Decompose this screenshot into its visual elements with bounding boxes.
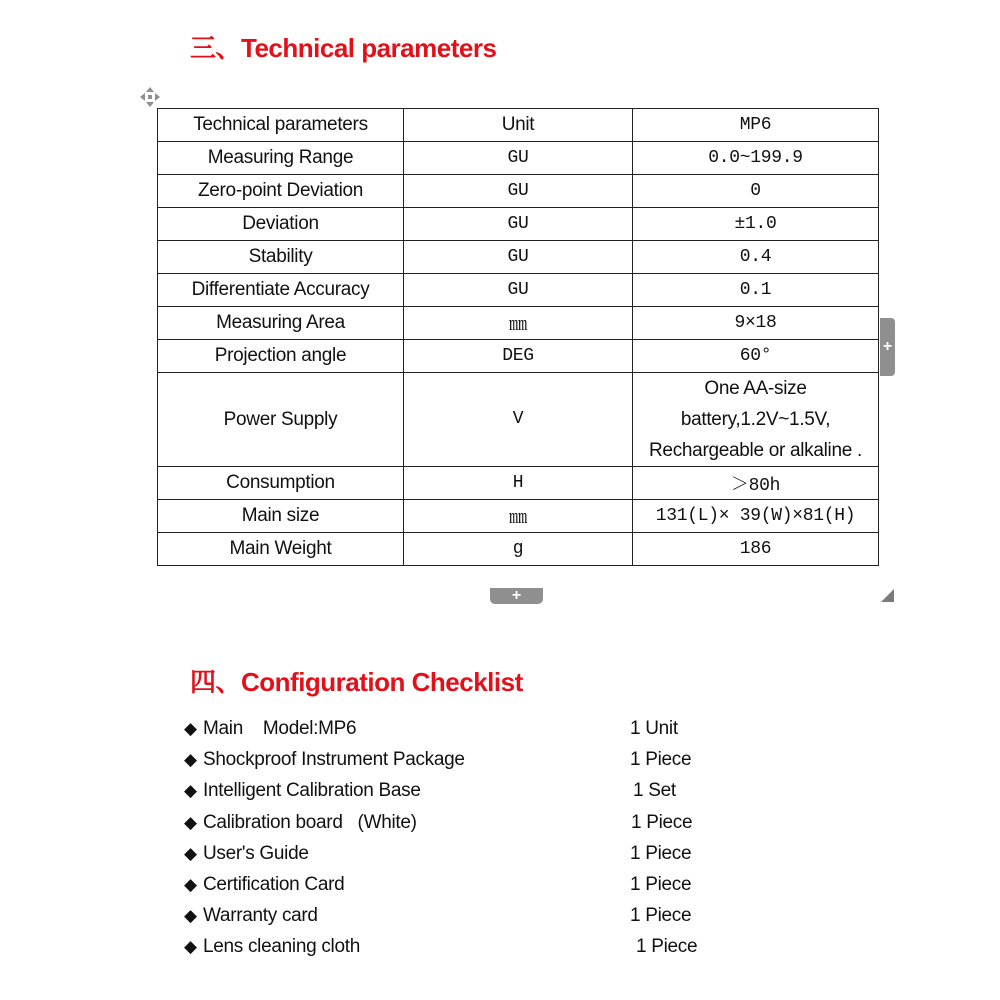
diamond-bullet-icon: ◆ xyxy=(184,719,197,738)
table-row xyxy=(158,208,879,241)
plus-icon: + xyxy=(511,587,522,604)
parameter-cell[interactable]: Power Supply xyxy=(158,373,404,467)
parameter-cell[interactable]: Differentiate Accuracy xyxy=(158,274,404,307)
unit-cell[interactable]: H xyxy=(404,467,633,500)
table-row xyxy=(158,500,879,533)
item-quantity: 1 Unit xyxy=(630,718,678,739)
parameter-cell[interactable]: Measuring Range xyxy=(158,142,404,175)
item-name: Warranty card xyxy=(203,905,318,927)
list-item xyxy=(184,838,724,869)
list-item xyxy=(184,807,724,838)
list-item xyxy=(184,775,724,806)
value-cell[interactable]: 9×18 xyxy=(633,307,879,340)
diamond-bullet-icon: ◆ xyxy=(184,812,197,832)
unit-cell[interactable]: DEG xyxy=(404,340,633,373)
add-row-button[interactable] xyxy=(490,588,543,604)
diamond-bullet-icon: ◆ xyxy=(184,906,197,926)
table-row xyxy=(158,467,879,500)
table-row xyxy=(158,373,879,467)
item-quantity: 1 Set xyxy=(633,780,676,802)
item-quantity: 1 Piece xyxy=(631,811,693,833)
unit-cell[interactable]: V xyxy=(404,373,633,467)
item-name: User's Guide xyxy=(203,842,309,864)
diamond-bullet-icon: ◆ xyxy=(184,843,197,863)
item-quantity: 1 Piece xyxy=(630,873,692,895)
parameter-cell[interactable]: Consumption xyxy=(158,467,404,500)
value-cell[interactable]: 0.0~199.9 xyxy=(633,142,879,175)
move-arrows-icon[interactable] xyxy=(139,86,161,108)
power-supply-line: One AA-size xyxy=(704,378,807,399)
column-header[interactable]: Technical parameters xyxy=(158,109,404,142)
add-column-button[interactable] xyxy=(880,318,895,376)
list-item xyxy=(184,744,724,775)
value-cell[interactable]: ＞80h xyxy=(633,467,879,500)
value-cell[interactable]: 131(L)× 39(W)×81(H) xyxy=(633,500,879,533)
diamond-bullet-icon: ◆ xyxy=(184,781,197,801)
section-heading-configuration-checklist: 四、Configuration Checklist xyxy=(190,667,523,697)
table-header-row xyxy=(158,109,879,142)
value-cell[interactable]: 0.4 xyxy=(633,241,879,274)
value-cell[interactable]: ±1.0 xyxy=(633,208,879,241)
value-cell[interactable]: 60° xyxy=(633,340,879,373)
diamond-bullet-icon: ◆ xyxy=(184,874,197,894)
technical-parameters-table xyxy=(157,108,879,566)
item-quantity: 1 Piece xyxy=(636,936,698,958)
item-name: Certification Card xyxy=(203,873,345,895)
item-name: Main Model:MP6 xyxy=(203,718,357,739)
list-item xyxy=(184,869,724,900)
value-cell[interactable] xyxy=(633,373,879,467)
item-name: Shockproof Instrument Package xyxy=(203,749,465,771)
section-heading-technical-parameters: 三、Technical parameters xyxy=(190,33,497,63)
item-quantity: 1 Piece xyxy=(630,905,692,927)
parameter-cell[interactable]: Stability xyxy=(158,241,404,274)
item-name: Intelligent Calibration Base xyxy=(203,780,421,802)
list-item xyxy=(184,931,724,962)
item-name: Calibration board (White) xyxy=(203,811,417,833)
list-item xyxy=(184,900,724,931)
table-row xyxy=(158,142,879,175)
table-row xyxy=(158,175,879,208)
value-cell[interactable]: 186 xyxy=(633,533,879,566)
value-cell[interactable]: 0 xyxy=(633,175,879,208)
unit-cell[interactable]: GU xyxy=(404,142,633,175)
resize-corner-icon[interactable] xyxy=(881,589,894,602)
item-quantity: 1 Piece xyxy=(630,842,692,864)
unit-cell[interactable]: g xyxy=(404,533,633,566)
plus-icon: + xyxy=(882,338,893,355)
list-item xyxy=(184,713,724,744)
parameter-cell[interactable]: Deviation xyxy=(158,208,404,241)
table-row xyxy=(158,533,879,566)
unit-cell[interactable]: GU xyxy=(404,274,633,307)
table-row xyxy=(158,340,879,373)
table-row xyxy=(158,307,879,340)
configuration-checklist xyxy=(184,713,724,963)
item-name: Lens cleaning cloth xyxy=(203,936,360,958)
power-supply-line: Rechargeable or alkaline . xyxy=(649,440,862,461)
unit-cell[interactable]: GU xyxy=(404,175,633,208)
unit-cell[interactable]: GU xyxy=(404,208,633,241)
column-header[interactable]: Unit xyxy=(404,109,633,142)
parameter-cell[interactable]: Zero-point Deviation xyxy=(158,175,404,208)
table-row xyxy=(158,241,879,274)
value-cell[interactable]: 0.1 xyxy=(633,274,879,307)
unit-cell[interactable]: GU xyxy=(404,241,633,274)
unit-cell[interactable]: ㎜ xyxy=(404,500,633,533)
power-supply-line: battery,1.2V~1.5V, xyxy=(680,409,831,430)
parameter-cell[interactable]: Main size xyxy=(158,500,404,533)
parameter-cell[interactable]: Projection angle xyxy=(158,340,404,373)
diamond-bullet-icon: ◆ xyxy=(184,750,197,770)
parameter-cell[interactable]: Main Weight xyxy=(158,533,404,566)
column-header[interactable]: MP6 xyxy=(633,109,879,142)
parameter-cell[interactable]: Measuring Area xyxy=(158,307,404,340)
diamond-bullet-icon: ◆ xyxy=(184,937,197,957)
unit-cell[interactable]: ㎜ xyxy=(404,307,633,340)
table-row xyxy=(158,274,879,307)
item-quantity: 1 Piece xyxy=(630,749,692,771)
